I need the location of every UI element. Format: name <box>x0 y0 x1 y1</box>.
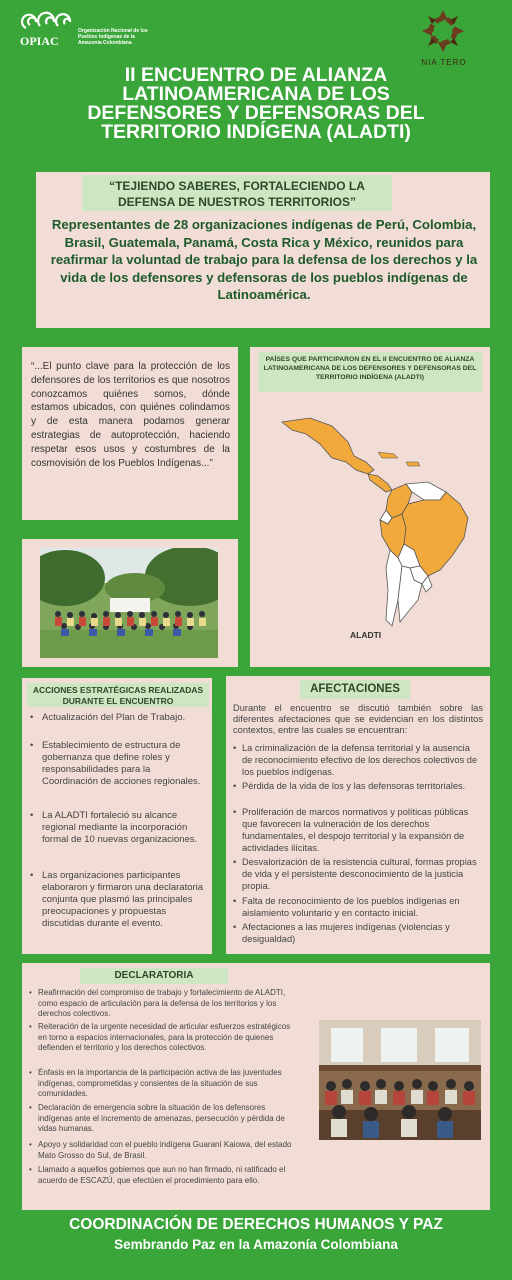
acciones-item: • La ALADTI fortaleció su alcance regional mediante la incorporación formal de 10 nuevas organizaciones. <box>42 810 206 846</box>
afectaciones-item: • Falta de reconocimiento de los pueblos indígenas en aislamiento voluntario y en contacto inicial. <box>242 895 482 919</box>
motto-banner: “TEJIENDO SABERES, FORTALECIENDO LA DEFENSA DE NUESTROS TERRITORIOS” <box>82 175 392 211</box>
declaratoria-item: • Apoyo y solidaridad con el pueblo indígena Guaraní Kaiowa, del estado Mato Grosso do Sul, de Brasil. <box>38 1140 300 1161</box>
map-country-mexico <box>282 418 374 474</box>
footer-title: COORDINACIÓN DE DERECHOS HUMANOS Y PAZ <box>69 1216 443 1233</box>
map-label: ALADTI <box>350 630 382 640</box>
niatero-name: NIA TERO <box>421 58 467 67</box>
acciones-item: • Actualización del Plan de Trabajo. <box>42 712 206 724</box>
niatero-logo-icon <box>418 6 468 56</box>
footer-subtitle: Sembrando Paz en la Amazonía Colombiana <box>114 1237 398 1252</box>
page-title: II ENCUENTRO DE ALIANZA LATINOAMERICANA DE LOS DEFENSORES Y DEFENSORAS DEL TERRITORIO INDÍGENA (ALADTI) <box>87 64 425 143</box>
declaratoria-item: • Declaración de emergencia sobre la situación de los defensores indígenas ante el incremento de amenazas, persecución y pérdida de vidas humanas. <box>38 1103 300 1135</box>
acciones-title: ACCIONES ESTRATÉGICAS REALIZADAS DURANTE EL ENCUENTRO <box>27 683 209 707</box>
declaratoria-title: DECLARATORIA <box>80 968 228 984</box>
declaratoria-item: • Énfasis en la importancia de la participación activa de las juventudes indígenas, comprometidas y consientes de la situación de sus comunidades. <box>38 1068 300 1100</box>
afectaciones-title: AFECTACIONES <box>300 680 410 699</box>
acciones-item: • Las organizaciones participantes elaboraron y firmaron una declaratoria conjunta que plasmó las principales preocupaciones y propuestas discutidas durante el evento. <box>42 870 206 930</box>
opiac-org-name: Organización Nacional de los Pueblos Indígenas de la Amazonía Colombiana <box>78 28 148 46</box>
afectaciones-item: • La criminalización de la defensa territorial y la ausencia de reconocimiento efectivo de los derechos colectivos de los pueblos indígenas. <box>242 742 482 778</box>
quote-panel: “...El punto clave para la protección de los defensores de los territorios es que nosotros conozcamos quiénes somos, dónde estamos ubicados, con quiénes colindamos y de esta manera podamos generar estrategias de autoprotección, haciendo respetar esos usos y costumbres de la cosmovisión de los Pueblos Indígenas...” <box>22 347 238 520</box>
group-photo <box>40 548 218 658</box>
afectaciones-intro: Durante el encuentro se discutió también sobre las diferentes afectaciones que se evidencian en los distintos contextos, entre las cuales se encuentran: <box>233 703 483 736</box>
declaratoria-item: • Reafirmación del compromiso de trabajo y fortalecimiento de ALADTI, como espacio de articulación para la defensa de los territorios y los derechos colectivos. <box>38 988 300 1020</box>
map-title: PAÍSES QUE PARTICIPARON EN EL II ENCUENTRO DE ALIANZA LATINOAMERICANA DE LOS DEFENSORES Y DEFENSORAS DEL TERRITORIO INDÍGENA (ALADTI) <box>258 352 482 392</box>
afectaciones-item: • Afectaciones a las mujeres indígenas (violencias y desigualdad) <box>242 921 482 945</box>
declaratoria-item: • Reiteración de la urgente necesidad de articular esfuerzos estratégicos en torno a espacios internacionales, para la protección de quienes defienden el territorio y los derechos colectivos. <box>38 1022 300 1054</box>
acciones-item: • Establecimiento de estructura de gobernanza que define roles y responsabilidades para la Coordinación de acciones regionales. <box>42 740 206 788</box>
afectaciones-item: • Desvalorización de la resistencia cultural, formas propias de vida y el persistente desconocimiento de la justicia propia. <box>242 856 482 892</box>
afectaciones-item: • Proliferación de marcos normativos y políticas públicas que favorecen la vulneración de los derechos fundamentales, el despojo territorial y la expansión de actividades ilícitas. <box>242 806 482 854</box>
declaratoria-item: • Llamado a aquellos gobiernos que aun no han firmado, ni ratificado el acuerdo de ESCAZÚ, que efectúen el procedimiento para ello. <box>38 1165 300 1186</box>
afectaciones-item: • Pérdida de la vida de los y las defensoras territoriales. <box>242 780 482 792</box>
map-country-central-america <box>368 474 392 492</box>
latin-america-map <box>270 400 470 630</box>
opiac-logo <box>18 8 78 48</box>
meeting-photo <box>319 1020 481 1140</box>
intro-text: Representantes de 28 organizaciones indígenas de Perú, Colombia, Brasil, Guatemala, Panamá, Costa Rica y México, reunidos para reafirmar la voluntad de trabajo para la defensa de los derechos y la vida de los defensores y defensoras de los pueblos indígenas de Latinoamérica. <box>50 217 478 302</box>
opiac-logo-text: OPIAC <box>20 34 59 48</box>
